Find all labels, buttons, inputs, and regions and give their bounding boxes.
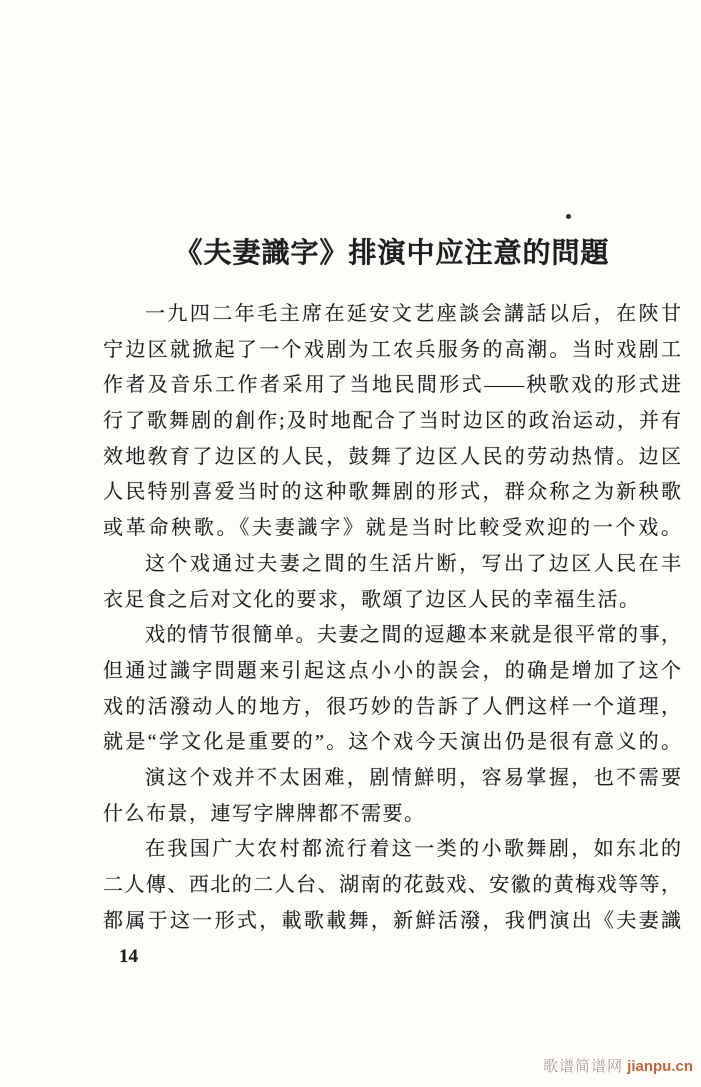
text-line: 在我国广大农村都流行着这一类的小歌舞剧，如东北的 [145,838,681,861]
body-text [103,297,681,939]
text-line: 但通过識字問題来引起这点小小的誤会，的确是增加了这个 [103,659,681,682]
text-line: 戏的活潑动人的地方，很巧妙的告訴了人們这样一个道理， [103,695,681,718]
text-line: 人民特别喜爱当时的这种歌舞剧的形式，群众称之为新秧歌 [103,481,681,504]
text-line: 衣足食之后对文化的要求，歌頌了边区人民的幸福生活。 [103,588,641,611]
watermark-site-url: jianpu.cn [627,1058,693,1075]
text-line: 二人傳、西北的二人台、湖南的花鼓戏、安徽的黄梅戏等等， [103,874,681,896]
ink-dot-artifact [566,214,571,219]
text-line: 效地敎育了边区的人民，鼓舞了边区人民的劳动热情。边区 [103,445,681,468]
text-line: 宁边区就掀起了一个戏剧为工农兵服务的高潮。当时戏剧工 [103,338,681,361]
text-line: 就是“学文化是重要的”。这个戏今天演出仍是很有意义的。 [103,731,681,754]
page-number: 14 [119,946,138,967]
text-line: 一九四二年毛主席在延安文艺座談会講話以后，在陝甘 [145,303,681,325]
text-line: 行了歌舞剧的創作;及时地配合了当时边区的政治运动，并有 [103,410,681,433]
watermark [543,1055,693,1076]
watermark-site-name: 歌谱简谱网 [542,1058,623,1075]
text-line: 这个戏通过夫妻之間的生活片断，写出了边区人民在丰 [145,552,681,575]
text-line: 戏的情节很簡单。夫妻之間的逗趣本来就是很平常的事， [145,624,681,647]
text-line: 演这个戏并不太困难，剧情鮮明，容易掌握，也不需要 [145,766,681,789]
text-line: 作者及音乐工作者采用了当地民間形式——秧歌戏的形式进 [103,374,681,397]
page-title: 《夫妻識字》排演中应注意的問題 [174,237,610,269]
text-line: 都属于这一形式，載歌載舞，新鮮活潑，我們演出《夫妻識 [103,909,681,932]
text-line: 或革命秧歌。《夫妻識字》就是当时比較受欢迎的一个戏。 [103,517,681,540]
text-line: 什么布景，連写字牌牌都不需要。 [103,802,426,825]
